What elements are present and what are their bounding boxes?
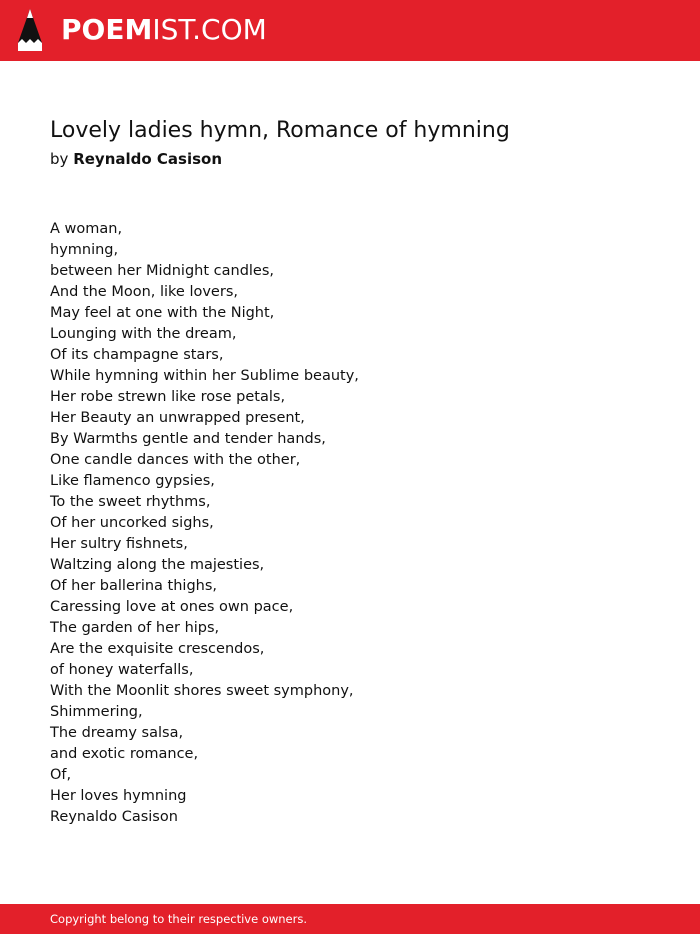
poem-line: hymning, bbox=[50, 242, 119, 258]
poem-line: Of, bbox=[50, 767, 72, 783]
poem-line: Of her uncorked sighs, bbox=[50, 515, 214, 531]
poem-line: With the Moonlit shores sweet symphony, bbox=[50, 683, 354, 699]
poem-line: Her Beauty an unwrapped present, bbox=[50, 410, 305, 426]
by-label: by bbox=[50, 150, 69, 168]
poem-line: Her sultry fishnets, bbox=[50, 536, 188, 552]
poem-line: Of her ballerina thighs, bbox=[50, 578, 218, 594]
site-header bbox=[0, 0, 700, 61]
poem-line: Of its champagne stars, bbox=[50, 347, 224, 363]
poem-line: Are the exquisite crescendos, bbox=[50, 641, 265, 657]
poem-line: Shimmering, bbox=[50, 704, 143, 720]
poem-line: Her loves hymning bbox=[50, 788, 187, 804]
poem-line: The dreamy salsa, bbox=[50, 725, 184, 741]
poem-line: The garden of her hips, bbox=[50, 620, 220, 636]
poem-line: One candle dances with the other, bbox=[50, 452, 301, 468]
poem-line: Waltzing along the majesties, bbox=[50, 557, 265, 573]
poem-line: Reynaldo Casison bbox=[50, 809, 178, 825]
poem-line: A woman, bbox=[50, 221, 123, 237]
poem-line: And the Moon, like lovers, bbox=[50, 284, 238, 300]
logo-text-light: IST.COM bbox=[152, 13, 267, 46]
poem-line: Like flamenco gypsies, bbox=[50, 473, 215, 489]
poem-line: Her robe strewn like rose petals, bbox=[50, 389, 286, 405]
pencil-tip-icon bbox=[18, 9, 42, 51]
poem-line: of honey waterfalls, bbox=[50, 662, 194, 678]
poem-line: between her Midnight candles, bbox=[50, 263, 275, 279]
poem-body bbox=[50, 219, 359, 828]
poem-line: and exotic romance, bbox=[50, 746, 199, 762]
poem-line: To the sweet rhythms, bbox=[50, 494, 211, 510]
poem-line: Lounging with the dream, bbox=[50, 326, 237, 342]
poem-line: While hymning within her Sublime beauty, bbox=[50, 368, 359, 384]
poem-byline bbox=[50, 148, 222, 170]
logo-text-bold: POEM bbox=[61, 13, 153, 46]
site-logo[interactable] bbox=[61, 13, 267, 47]
poem-line: Caressing love at ones own pace, bbox=[50, 599, 294, 615]
poem-line: By Warmths gentle and tender hands, bbox=[50, 431, 326, 447]
copyright-text: Copyright belong to their respective owners. bbox=[50, 912, 308, 926]
poem-author: Reynaldo Casison bbox=[73, 150, 223, 168]
site-footer bbox=[0, 904, 700, 934]
poem-title: Lovely ladies hymn, Romance of hymning bbox=[50, 118, 510, 143]
poem-line: May feel at one with the Night, bbox=[50, 305, 275, 321]
